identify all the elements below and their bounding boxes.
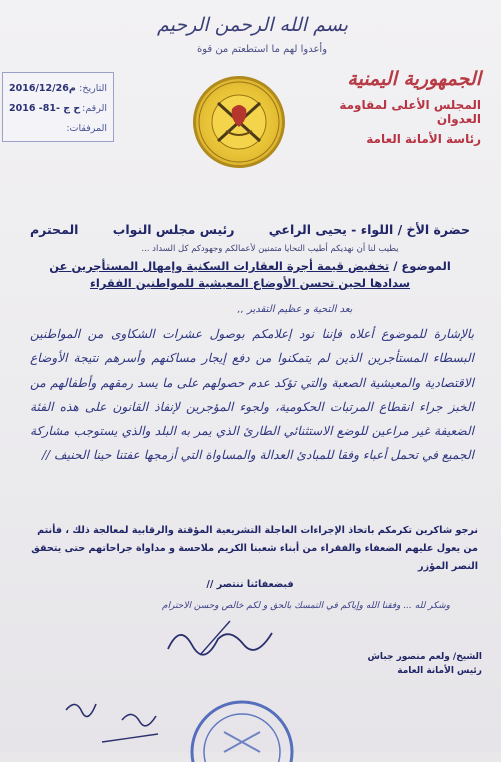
subject-line xyxy=(30,258,470,292)
addressee-title: رئيس مجلس النواب xyxy=(112,222,235,237)
subject-label: الموضوع / xyxy=(393,259,451,273)
greeting: يطيب لنا أن نهديكم أطيب التحايا متمنين لأعمالكم وجهودكم كل السداد ... xyxy=(141,244,399,254)
handwritten-notes xyxy=(58,690,188,752)
quran-verse: وأعدوا لهم ما استطعتم من قوة xyxy=(196,44,328,55)
number-value: ح ج -81- 2016 xyxy=(9,102,81,114)
republic-title: الجمهورية اليمنية xyxy=(347,68,481,90)
signer-title: رئيس الأمانة العامة xyxy=(397,666,482,676)
date-value: 2016/12/26م xyxy=(9,82,76,94)
council-name: المجلس الأعلى لمقاومة العدوان xyxy=(339,98,481,126)
emblem-graphic xyxy=(196,79,282,165)
thanks-line: وشكر لله ... وفقنا الله وإياكم في التمسك بالحق و لكم خالص وحسن الاحترام xyxy=(162,601,450,611)
secretariat-name: رئاسة الأمانة العامة xyxy=(366,132,481,146)
signer-name: الشيخ/ ولعم منصور جباش xyxy=(367,652,482,662)
salutation: بعد التحية و عظيم التقدير ,, xyxy=(237,304,353,315)
letterhead-right xyxy=(331,68,481,146)
attachments-label: المرفقات: xyxy=(66,122,107,134)
addressee-line xyxy=(30,222,470,237)
handwritten-signature xyxy=(160,615,280,665)
addressee-respected: المحترم xyxy=(30,222,79,237)
date-label: التاريخ: xyxy=(79,82,107,94)
subject-text: تخفيض قيمة أجرة العقارات السكنية وإمهال المستأجرين عن سدادها لحين تحسن الأوضاع المعيشية للمواطنين الفقراء xyxy=(49,259,411,290)
closing-end: فبضعفائنا ننتصر // xyxy=(206,579,294,590)
closing-paragraph xyxy=(22,522,478,594)
closing-text: نرجو شاكرين تكرمكم باتخاذ الإجراءات العاجلة التشريعية المؤقتة والرقابية لمعالجة ذلك ، فأنتم من يعول عليهم الضعفاء والفقراء من أبناء شعبنا الكريم ملاحسة و مداواة جراحاتهم حتى يتحقق النصر المؤزر xyxy=(31,525,478,572)
basmala: بسم الله الرحمن الرحيم xyxy=(157,14,348,36)
signer-block xyxy=(282,650,482,678)
addressee-name: حضرة الأخ / اللواء - يحيى الراعي xyxy=(268,222,470,237)
letter-body: بالإشارة للموضوع أعلاه فإننا نود إعلامكم بوصول عشرات الشكاوى من المواطنين البسطاء المستأجرين الذين لم يتمكنوا من دفع إيجار مساكنهم وأسرهم نتيجة الأوضاع الاقتصادية والمعيشية الصعبة والتي تؤكد عدم حصولهم على ما يسد رمقهم وأطفالهم من الخبز جراء انقطاع المرتبات الحكومية، ولجوء المؤجرين لإنفاذ القانون على هذه الفئة الضعيفة غير مراعين للوضع الاستثنائي الطارئ الذي يمر به البلد والذي يستوجب مشاركة الجميع في تحمل أعباء وفقا للمبادئ العدالة والمساواة التي أزمجها عفتنا حينا الحنيف // xyxy=(30,327,474,463)
reference-box xyxy=(2,72,114,142)
council-emblem xyxy=(193,76,285,168)
number-label: الرقم: xyxy=(82,102,107,114)
